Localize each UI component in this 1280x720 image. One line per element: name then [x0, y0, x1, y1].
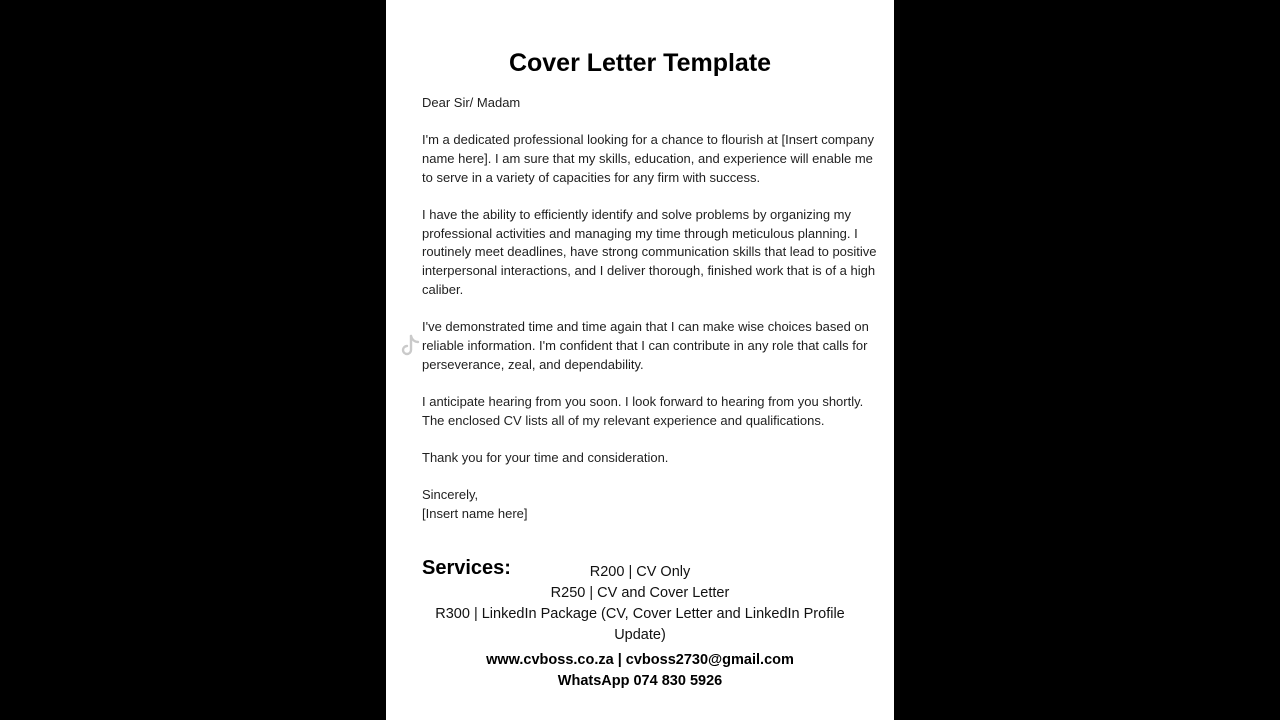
paragraph-5: Thank you for your time and consideration. — [422, 449, 669, 465]
whatsapp-number: WhatsApp 074 830 5926 — [557, 673, 723, 689]
website-email: www.cvboss.co.za | cvboss2730@gmail.com — [486, 652, 794, 668]
services-heading: Services: — [422, 557, 511, 579]
contact-info — [386, 650, 894, 692]
paragraph-3: I've demonstrated time and time again that I can make wise choices based on reliable information. I'm confident that I can contribute in any role that calls for perseverance, zeal, and dependability. — [422, 319, 869, 372]
services-list — [386, 562, 894, 646]
signature-placeholder: [Insert name here] — [422, 505, 528, 521]
salutation: Dear Sir/ Madam — [422, 95, 521, 110]
letter-body — [422, 94, 882, 524]
service-item: R250 | CV and Cover Letter — [550, 585, 730, 601]
closing: Sincerely, — [422, 487, 479, 503]
document-title: Cover Letter Template — [508, 49, 772, 77]
tiktok-logo-icon — [397, 334, 421, 360]
service-item: R300 | LinkedIn Package (CV, Cover Letter and LinkedIn Profile Update) — [435, 606, 845, 643]
service-item: R200 | CV Only — [589, 564, 691, 580]
document-page — [386, 0, 894, 720]
paragraph-1: I'm a dedicated professional looking for a chance to flourish at [Insert company name here]. I am sure that my skills, education, and experience will enable me to serve in a variety of capacities for any firm with success. — [422, 132, 874, 185]
paragraph-2: I have the ability to efficiently identify and solve problems by organizing my professional activities and managing my time through meticulous planning. I routinely meet deadlines, have strong communication skills that lead to positive interpersonal interactions, and I deliver thorough, finished work that is of a high caliber. — [422, 207, 877, 297]
paragraph-4: I anticipate hearing from you soon. I look forward to hearing from you shortly. The enclosed CV lists all of my relevant experience and qualifications. — [422, 393, 864, 428]
